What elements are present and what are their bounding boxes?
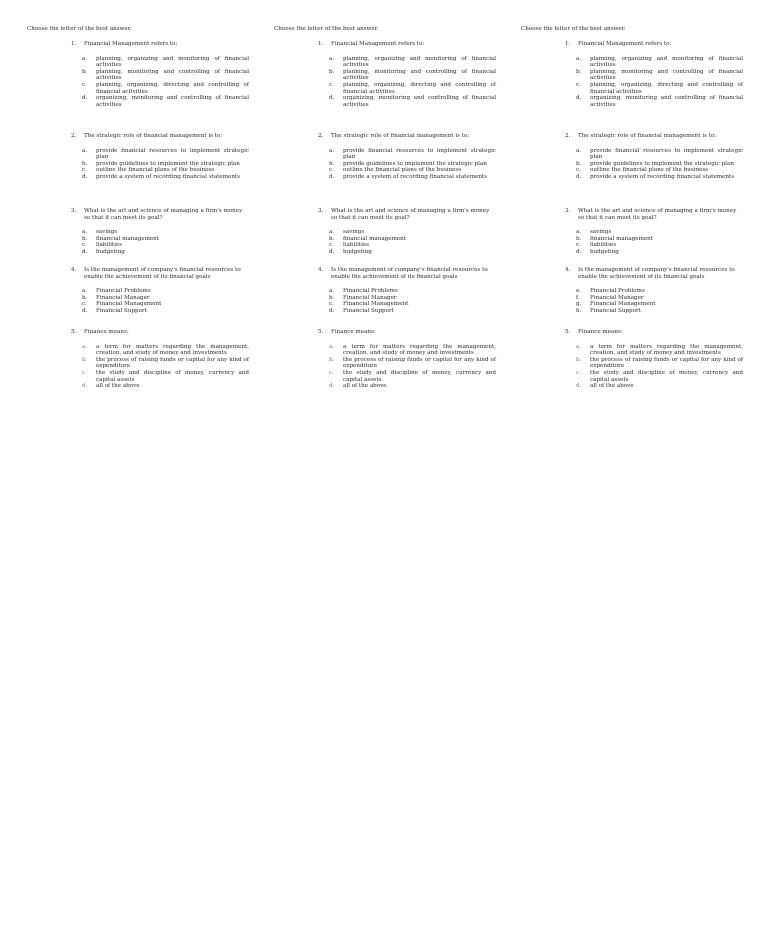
question-text: Is the management of company's financial resources to enable the achievement of its financial goals: [84, 267, 241, 280]
question-number: 5.: [71, 329, 77, 335]
answer-option: [318, 383, 496, 390]
option-text: provide financial resources to implement strategic plan: [343, 147, 496, 161]
answer-option: [71, 370, 249, 383]
question-number: 2.: [71, 133, 77, 139]
answer-option: [565, 370, 743, 383]
option-letter: b.: [82, 160, 88, 167]
question-number: 5.: [318, 329, 324, 335]
question-stem: [71, 329, 249, 336]
option-text: savings: [590, 229, 612, 236]
option-letter: d.: [82, 383, 88, 390]
option-text: Financial Management: [96, 301, 162, 308]
option-text: financial management: [96, 235, 160, 242]
option-letter: a.: [576, 343, 582, 350]
answer-option: [318, 242, 496, 249]
option-text: planning, monitoring and controlling of financial activities: [590, 68, 743, 82]
answer-option: [565, 383, 743, 390]
option-text: provide guidelines to implement the strategic plan: [96, 160, 240, 167]
answer-options: [318, 148, 496, 181]
answer-option: [71, 229, 249, 236]
question-stem: [71, 267, 249, 280]
option-text: provide financial resources to implement strategic plan: [96, 147, 249, 161]
question-number: 5.: [565, 329, 571, 335]
question-number: 3.: [71, 208, 77, 214]
option-letter: b.: [576, 68, 582, 75]
option-text: planning, organizing and monitoring of financial activities: [96, 55, 249, 69]
answer-options: [565, 288, 743, 314]
question-text: Finance means:: [331, 329, 376, 335]
answer-options: [565, 344, 743, 390]
option-letter: b.: [329, 235, 335, 242]
option-letter: b.: [329, 294, 335, 301]
question-text: Financial Management refers to:: [84, 41, 178, 47]
option-text: Financial Manager: [590, 294, 644, 301]
option-text: financial management: [590, 235, 654, 242]
option-text: planning, monitoring and controlling of financial activities: [343, 68, 496, 82]
option-text: planning, organizing and monitoring of financial activities: [343, 55, 496, 69]
option-letter: d.: [329, 307, 335, 314]
question-stem: [318, 267, 496, 280]
answer-option: [318, 56, 496, 69]
option-text: Financial Problems: [590, 288, 645, 295]
answer-options: [565, 56, 743, 109]
answer-options: [71, 229, 249, 255]
question-text: Finance means:: [84, 329, 129, 335]
answer-option: [71, 236, 249, 243]
answer-option: [71, 56, 249, 69]
option-text: Financial Support: [343, 307, 394, 314]
option-letter: a.: [82, 147, 88, 154]
option-letter: a.: [329, 147, 335, 154]
option-letter: b.: [82, 235, 88, 242]
option-text: budgeting: [590, 248, 619, 255]
answer-option: [318, 167, 496, 174]
option-letter: c.: [576, 369, 581, 376]
option-letter: a.: [82, 229, 88, 236]
answer-option: [318, 82, 496, 95]
question-2: [565, 133, 743, 181]
option-letter: d.: [576, 248, 582, 255]
answer-option: [71, 174, 249, 181]
answer-option: [565, 56, 743, 69]
question-stem: [71, 133, 249, 140]
option-text: provide financial resources to implement strategic plan: [590, 147, 743, 161]
question-5: [565, 329, 743, 390]
question-5: [318, 329, 496, 390]
option-text: provide a system of recording financial statements: [590, 173, 735, 180]
question-number: 2.: [318, 133, 324, 139]
answer-options: [318, 288, 496, 314]
option-letter: d.: [329, 248, 335, 255]
answer-option: [565, 167, 743, 174]
option-letter: a.: [576, 147, 582, 154]
question-number: 1.: [565, 41, 571, 47]
option-letter: c.: [82, 242, 87, 249]
option-letter: c.: [576, 167, 581, 174]
question-text: Finance means:: [578, 329, 623, 335]
option-letter: a.: [82, 288, 88, 295]
option-text: the study and discipline of money, currency and capital assets: [590, 369, 743, 383]
option-letter: d.: [82, 307, 88, 314]
answer-option: [565, 236, 743, 243]
option-letter: d.: [329, 383, 335, 390]
answer-option: [71, 308, 249, 315]
option-letter: a.: [82, 55, 88, 62]
option-text: the study and discipline of money, currency and capital assets: [96, 369, 249, 383]
answer-option: [71, 161, 249, 168]
option-letter: c.: [82, 301, 87, 308]
answer-option: [565, 357, 743, 370]
answer-option: [71, 82, 249, 95]
answer-option: [318, 229, 496, 236]
answer-option: [71, 288, 249, 295]
option-letter: a.: [329, 229, 335, 236]
question-number: 4.: [318, 267, 324, 273]
option-letter: g.: [576, 301, 582, 308]
answer-options: [318, 56, 496, 109]
option-text: Financial Support: [96, 307, 147, 314]
answer-option: [565, 161, 743, 168]
option-text: the study and discipline of money, currency and capital assets: [343, 369, 496, 383]
option-text: planning, monitoring and controlling of financial activities: [96, 68, 249, 82]
answer-option: [318, 249, 496, 256]
answer-option: [565, 344, 743, 357]
option-text: organizing, monitoring and controlling of financial activities: [343, 95, 496, 108]
question-stem: [71, 41, 249, 48]
question-stem: [565, 267, 743, 280]
option-text: Financial Manager: [343, 294, 397, 301]
option-letter: c.: [329, 81, 334, 88]
option-text: outline the financial plans of the business: [96, 167, 215, 174]
answer-options: [318, 344, 496, 390]
option-letter: c.: [576, 81, 581, 88]
question-text: What is the art and science of managing a firm's money so that it can meet its goal?: [578, 208, 737, 221]
instructions: Choose the letter of the best answer.: [521, 26, 626, 32]
option-letter: e.: [576, 288, 582, 295]
question-stem: [565, 208, 743, 221]
question-5: [71, 329, 249, 390]
option-letter: d.: [329, 95, 335, 102]
option-text: provide a system of recording financial statements: [96, 173, 241, 180]
answer-option: [71, 242, 249, 249]
option-letter: c.: [82, 167, 87, 174]
answer-option: [71, 167, 249, 174]
option-letter: b.: [576, 356, 582, 363]
answer-option: [318, 161, 496, 168]
answer-option: [318, 288, 496, 295]
answer-option: [71, 383, 249, 390]
option-letter: c.: [82, 369, 87, 376]
answer-option: [565, 174, 743, 181]
option-text: planning, organizing and monitoring of financial activities: [590, 55, 743, 69]
option-letter: c.: [329, 167, 334, 174]
option-letter: d.: [82, 248, 88, 255]
option-text: Financial Problems: [343, 288, 398, 295]
option-text: outline the financial plans of the business: [343, 167, 462, 174]
answer-option: [318, 295, 496, 302]
question-stem: [565, 133, 743, 140]
question-stem: [318, 133, 496, 140]
option-letter: a.: [329, 55, 335, 62]
option-text: provide guidelines to implement the strategic plan: [343, 160, 487, 167]
answer-option: [71, 344, 249, 357]
question-text: Financial Management refers to:: [578, 41, 672, 47]
option-letter: c.: [329, 242, 334, 249]
answer-option: [565, 288, 743, 295]
question-1: [71, 41, 249, 108]
question-number: 1.: [71, 41, 77, 47]
answer-option: [565, 295, 743, 302]
option-letter: d.: [329, 173, 335, 180]
answer-option: [318, 236, 496, 243]
option-text: a term for matters regarding the management, creation, and study of money and investments: [590, 343, 743, 357]
answer-options: [71, 148, 249, 181]
option-text: Financial Management: [343, 301, 409, 308]
question-text: The strategic role of financial management is to:: [331, 133, 470, 139]
option-text: planning, organizing, directing and controlling of financial activities: [96, 81, 249, 95]
option-letter: d.: [82, 173, 88, 180]
option-letter: c.: [329, 369, 334, 376]
answer-option: [318, 344, 496, 357]
question-number: 1.: [318, 41, 324, 47]
question-4: [71, 267, 249, 315]
question-stem: [318, 41, 496, 48]
option-letter: b.: [329, 68, 335, 75]
question-stem: [565, 329, 743, 336]
question-stem: [318, 208, 496, 221]
question-text: Is the management of company's financial resources to enable the achievement of its financial goals: [578, 267, 735, 280]
answer-options: [71, 344, 249, 390]
answer-option: [565, 301, 743, 308]
option-letter: d.: [82, 95, 88, 102]
option-text: the process of raising funds or capital for any kind of expenditure: [343, 356, 496, 370]
answer-option: [318, 174, 496, 181]
option-text: the process of raising funds or capital for any kind of expenditure: [590, 356, 743, 370]
option-letter: c.: [576, 242, 581, 249]
question-3: [318, 208, 496, 256]
answer-options: [318, 229, 496, 255]
option-text: planning, organizing, directing and controlling of financial activities: [590, 81, 743, 95]
answer-option: [71, 95, 249, 108]
answer-options: [565, 148, 743, 181]
answer-option: [565, 69, 743, 82]
option-text: all of the above: [590, 383, 634, 390]
option-text: Financial Problems: [96, 288, 151, 295]
option-text: provide a system of recording financial statements: [343, 173, 488, 180]
instructions: Choose the letter of the best answer.: [27, 26, 132, 32]
question-3: [565, 208, 743, 256]
answer-option: [565, 82, 743, 95]
option-letter: c.: [82, 81, 87, 88]
answer-option: [71, 249, 249, 256]
question-number: 3.: [565, 208, 571, 214]
option-text: planning, organizing, directing and controlling of financial activities: [343, 81, 496, 95]
answer-option: [318, 148, 496, 161]
option-letter: b.: [329, 356, 335, 363]
option-text: liabilities: [96, 242, 123, 249]
question-stem: [71, 208, 249, 221]
question-4: [318, 267, 496, 315]
option-text: all of the above: [343, 383, 387, 390]
question-number: 4.: [565, 267, 571, 273]
question-number: 3.: [318, 208, 324, 214]
answer-options: [71, 288, 249, 314]
answer-option: [565, 95, 743, 108]
question-number: 2.: [565, 133, 571, 139]
option-text: Financial Support: [590, 307, 641, 314]
option-letter: a.: [329, 343, 335, 350]
option-letter: a.: [576, 55, 582, 62]
option-letter: c.: [329, 301, 334, 308]
option-letter: d.: [576, 173, 582, 180]
option-text: budgeting: [343, 248, 372, 255]
answer-option: [318, 95, 496, 108]
option-letter: b.: [576, 160, 582, 167]
option-letter: h.: [576, 307, 582, 314]
question-text: The strategic role of financial management is to:: [84, 133, 223, 139]
option-text: budgeting: [96, 248, 125, 255]
option-text: organizing, monitoring and controlling of financial activities: [96, 95, 249, 108]
question-text: What is the art and science of managing a firm's money so that it can meet its goal?: [84, 208, 243, 221]
option-letter: b.: [329, 160, 335, 167]
answer-option: [565, 242, 743, 249]
answer-options: [71, 56, 249, 109]
option-letter: f.: [576, 294, 580, 301]
answer-option: [71, 295, 249, 302]
question-text: Is the management of company's financial resources to enable the achievement of its financial goals: [331, 267, 488, 280]
answer-option: [318, 370, 496, 383]
question-number: 4.: [71, 267, 77, 273]
option-text: savings: [96, 229, 118, 236]
option-letter: a.: [329, 288, 335, 295]
question-text: The strategic role of financial management is to:: [578, 133, 717, 139]
option-text: outline the financial plans of the business: [590, 167, 709, 174]
answer-options: [565, 229, 743, 255]
answer-option: [318, 301, 496, 308]
answer-option: [71, 69, 249, 82]
option-letter: a.: [82, 343, 88, 350]
instructions: Choose the letter of the best answer.: [274, 26, 379, 32]
option-letter: a.: [576, 229, 582, 236]
option-text: liabilities: [590, 242, 617, 249]
question-3: [71, 208, 249, 256]
answer-option: [318, 308, 496, 315]
answer-option: [318, 69, 496, 82]
question-text: Financial Management refers to:: [331, 41, 425, 47]
option-text: liabilities: [343, 242, 370, 249]
option-letter: b.: [82, 68, 88, 75]
answer-option: [71, 357, 249, 370]
answer-option: [71, 301, 249, 308]
question-text: What is the art and science of managing a firm's money so that it can meet its goal?: [331, 208, 490, 221]
option-text: the process of raising funds or capital for any kind of expenditure: [96, 356, 249, 370]
option-text: organizing, monitoring and controlling of financial activities: [590, 95, 743, 108]
option-letter: d.: [576, 95, 582, 102]
option-letter: b.: [82, 294, 88, 301]
option-text: all of the above: [96, 383, 140, 390]
question-1: [565, 41, 743, 108]
option-letter: d.: [576, 383, 582, 390]
question-2: [71, 133, 249, 181]
answer-option: [565, 229, 743, 236]
question-stem: [318, 329, 496, 336]
question-2: [318, 133, 496, 181]
option-letter: b.: [82, 356, 88, 363]
answer-option: [71, 148, 249, 161]
answer-option: [565, 308, 743, 315]
question-stem: [565, 41, 743, 48]
question-4: [565, 267, 743, 315]
option-text: financial management: [343, 235, 407, 242]
answer-option: [318, 357, 496, 370]
option-letter: b.: [576, 235, 582, 242]
option-text: Financial Manager: [96, 294, 150, 301]
option-text: savings: [343, 229, 365, 236]
option-text: provide guidelines to implement the strategic plan: [590, 160, 734, 167]
option-text: Financial Management: [590, 301, 656, 308]
question-1: [318, 41, 496, 108]
option-text: a term for matters regarding the management, creation, and study of money and investments: [343, 343, 496, 357]
answer-option: [565, 148, 743, 161]
answer-option: [565, 249, 743, 256]
option-text: a term for matters regarding the management, creation, and study of money and investments: [96, 343, 249, 357]
